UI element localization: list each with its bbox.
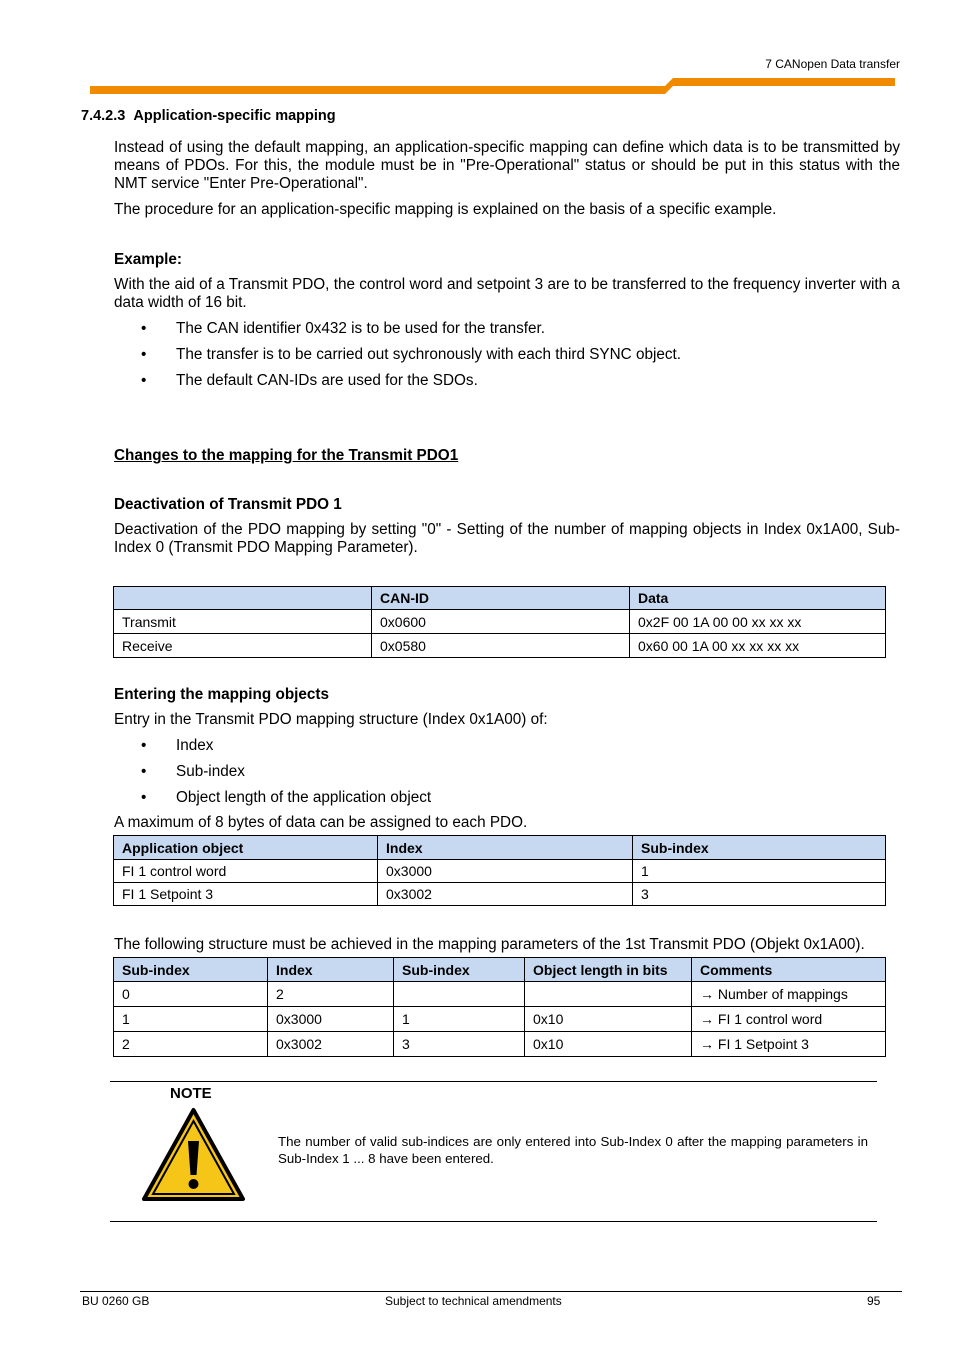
table-cell <box>525 982 692 1007</box>
table-cell: 0x10 <box>525 1007 692 1032</box>
footer-divider <box>80 1291 902 1292</box>
deactivation-heading: Deactivation of Transmit PDO 1 <box>114 496 342 513</box>
table-cell: FI 1 Setpoint 3 <box>114 883 378 906</box>
table-cell: Transmit <box>114 610 372 634</box>
orange-header-bar <box>90 78 895 94</box>
warning-icon <box>141 1107 246 1202</box>
structure-text: The following structure must be achieved in the mapping parameters of the 1st Transmit PDO (Objekt 0x1A00). <box>114 936 865 953</box>
note-title: NOTE <box>170 1085 212 1102</box>
table-cell: Receive <box>114 634 372 658</box>
note-bottom-divider <box>110 1221 877 1222</box>
table-row <box>114 883 886 906</box>
page-number: 95 <box>867 1294 881 1308</box>
deactivation-text: Deactivation of the PDO mapping by setting "0" - Setting of the number of mapping objects in Index 0x1A00, Sub-Index 0 (Transmit PDO Mapping Parameter). <box>114 521 900 556</box>
table-cell: FI 1 control word <box>114 860 378 883</box>
table-cell: → FI 1 control word <box>692 1007 886 1032</box>
entering-heading: Entering the mapping objects <box>114 686 330 703</box>
example-text: With the aid of a Transmit PDO, the control word and setpoint 3 are to be transferred to the frequency inverter with a data width of 16 bit. <box>114 276 900 311</box>
table-row <box>114 982 886 1007</box>
table-cell: 0x3000 <box>268 1007 394 1032</box>
table-row <box>114 860 886 883</box>
procedure-paragraph: The procedure for an application-specific mapping is explained on the basis of a specific example. <box>114 201 777 218</box>
table-header-cell: Sub-index <box>633 836 886 860</box>
list-item: • Object length of the application object <box>141 789 432 806</box>
table-cell: 0x60 00 1A 00 xx xx xx xx <box>630 634 886 658</box>
table-cell: 0x3002 <box>378 883 633 906</box>
entering-text: Entry in the Transmit PDO mapping structure (Index 0x1A00) of: <box>114 711 548 728</box>
intro-paragraph: Instead of using the default mapping, an application-specific mapping can define which data is to be transmitted by means of PDOs. For this, the module must be in "Pre-Operational" status or should be put in this status with the NMT service "Enter Pre-Operational". <box>114 139 900 192</box>
application-object-table <box>113 835 886 906</box>
chapter-header: 7 CANopen Data transfer <box>765 57 900 71</box>
table-row <box>114 634 886 658</box>
note-top-divider <box>110 1081 877 1082</box>
table-header-cell: Index <box>268 958 394 982</box>
table-cell: 3 <box>633 883 886 906</box>
table-header-cell: Sub-index <box>394 958 525 982</box>
max-bytes-text: A maximum of 8 bytes of data can be assigned to each PDO. <box>114 814 528 831</box>
deactivation-table <box>113 586 886 658</box>
table-header-cell <box>114 587 372 610</box>
table-cell: 0x0580 <box>372 634 630 658</box>
table-cell: 0x2F 00 1A 00 00 xx xx xx <box>630 610 886 634</box>
table-cell: 0 <box>114 982 268 1007</box>
table-cell: → Number of mappings <box>692 982 886 1007</box>
table-header-row <box>114 587 886 610</box>
table-cell: → FI 1 Setpoint 3 <box>692 1032 886 1057</box>
table-row <box>114 610 886 634</box>
list-item: • The transfer is to be carried out sychronously with each third SYNC object. <box>141 346 682 363</box>
footer-document-id: BU 0260 GB <box>82 1294 150 1308</box>
changes-heading: Changes to the mapping for the Transmit PDO1 <box>114 447 459 464</box>
table-row <box>114 1032 886 1057</box>
table-cell: 1 <box>633 860 886 883</box>
mapping-structure-table <box>113 957 886 1057</box>
table-cell: 0x3000 <box>378 860 633 883</box>
table-cell: 2 <box>268 982 394 1007</box>
note-text: The number of valid sub-indices are only entered into Sub-Index 0 after the mapping parameters in Sub-Index 1 ... 8 have been entered. <box>278 1134 868 1166</box>
table-row <box>114 1007 886 1032</box>
example-heading: Example: <box>114 251 183 268</box>
footer-notice: Subject to technical amendments <box>385 1294 562 1308</box>
list-item: • Index <box>141 737 214 754</box>
table-header-cell: Sub-index <box>114 958 268 982</box>
table-header-cell: Object length in bits <box>525 958 692 982</box>
table-cell: 3 <box>394 1032 525 1057</box>
table-header-row <box>114 836 886 860</box>
list-item: • The default CAN-IDs are used for the SDOs. <box>141 372 478 389</box>
table-cell: 1 <box>114 1007 268 1032</box>
table-cell: 0x3002 <box>268 1032 394 1057</box>
section-title: 7.4.2.3 Application-specific mapping <box>81 108 336 124</box>
table-cell: 1 <box>394 1007 525 1032</box>
table-cell <box>394 982 525 1007</box>
table-cell: 2 <box>114 1032 268 1057</box>
list-item: • Sub-index <box>141 763 245 780</box>
list-item: • The CAN identifier 0x432 is to be used for the transfer. <box>141 320 546 337</box>
table-cell: 0x0600 <box>372 610 630 634</box>
table-header-cell: Comments <box>692 958 886 982</box>
table-cell: 0x10 <box>525 1032 692 1057</box>
table-header-cell: Application object <box>114 836 378 860</box>
table-header-cell: Data <box>630 587 886 610</box>
table-header-cell: Index <box>378 836 633 860</box>
table-header-row <box>114 958 886 982</box>
table-header-cell: CAN-ID <box>372 587 630 610</box>
